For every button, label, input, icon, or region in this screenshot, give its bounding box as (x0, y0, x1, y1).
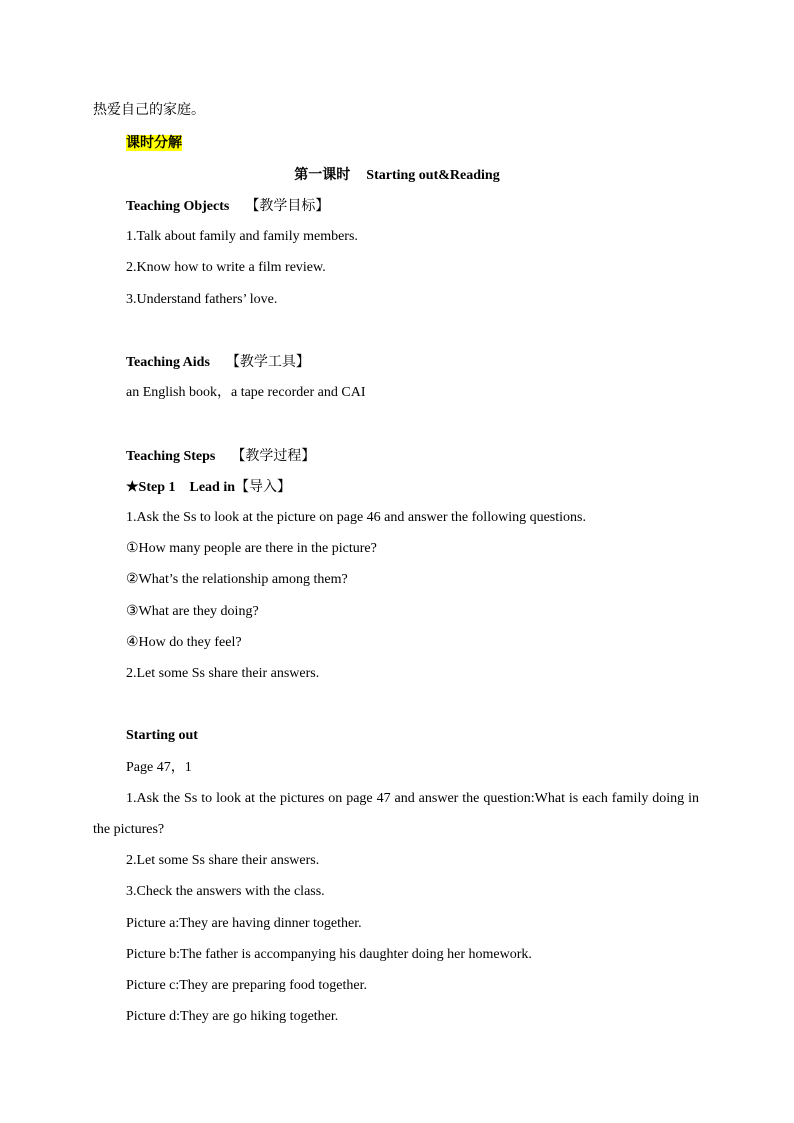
picture-answer: Picture c:They are preparing food together. (126, 978, 368, 993)
step1-item: ①How many people are there in the picture? (126, 541, 377, 556)
step1-item: ④How do they feel? (126, 635, 242, 650)
picture-answer: Picture d:They are go hiking together. (126, 1009, 339, 1024)
step1-item: ③What are they doing? (126, 604, 259, 619)
step1-heading-en: ★Step 1 Lead in (126, 480, 236, 495)
lesson-title-en: Starting out&Reading (366, 168, 500, 183)
section-label-text: 课时分解 (126, 135, 182, 151)
teaching-objects-heading (126, 196, 329, 217)
picture-answer: Picture a:They are having dinner together. (126, 916, 362, 931)
teaching-steps-heading (126, 446, 315, 467)
starting-out-heading: Starting out (126, 728, 198, 743)
teaching-objects-heading-cn: 【教学目标】 (245, 198, 330, 214)
teaching-aids-heading-en: Teaching Aids (126, 355, 210, 370)
lesson-title-cn: 第一课时 (294, 167, 351, 183)
step1-item: ②What’s the relationship among them? (126, 572, 348, 587)
picture-answer: Picture b:The father is accompanying his daughter doing her homework. (126, 947, 532, 962)
starting-out-page-ref: Page 47，1 (126, 760, 192, 775)
starting-out-task: 1.Ask the Ss to look at the pictures on page 47 and answer the question:What is each family doing in the pictures? (93, 791, 699, 837)
section-label (126, 133, 182, 153)
step1-heading (126, 477, 291, 498)
starting-out-item: 3.Check the answers with the class. (126, 884, 325, 899)
teaching-aids-text: an English book，a tape recorder and CAI (126, 385, 366, 400)
objective-item: 3.Understand fathers’ love. (126, 292, 278, 307)
teaching-aids-heading (126, 352, 310, 373)
step1-item: 1.Ask the Ss to look at the picture on page 46 and answer the following questions. (126, 510, 586, 525)
objective-item: 2.Know how to write a film review. (126, 260, 326, 275)
teaching-aids-heading-cn: 【教学工具】 (225, 354, 310, 370)
teaching-objects-heading-en: Teaching Objects (126, 199, 230, 214)
lesson-title (0, 165, 794, 186)
step1-heading-cn: 【导入】 (235, 479, 292, 495)
teaching-steps-heading-en: Teaching Steps (126, 449, 216, 464)
step1-item: 2.Let some Ss share their answers. (126, 666, 320, 681)
teaching-steps-heading-cn: 【教学过程】 (231, 448, 316, 464)
objective-item: 1.Talk about family and family members. (126, 229, 358, 244)
intro-line: 热爱自己的家庭。 (93, 102, 205, 118)
starting-out-item: 2.Let some Ss share their answers. (126, 853, 320, 868)
